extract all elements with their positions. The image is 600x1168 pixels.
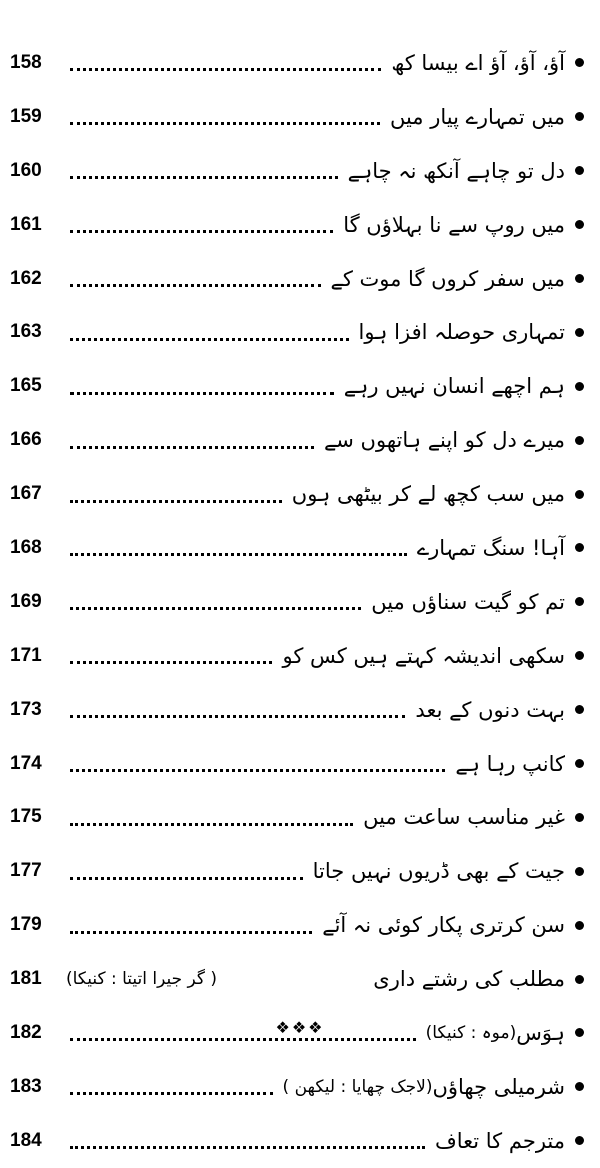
bullet-icon <box>575 58 584 67</box>
bullet-icon <box>575 490 584 499</box>
toc-entry <box>0 898 600 952</box>
page-number: 179 <box>10 914 42 936</box>
dot-leader <box>70 875 303 880</box>
page-number: 160 <box>10 159 42 181</box>
toc-entry <box>0 629 600 683</box>
entry-title: میں سب کچھ لے کر بیٹھی ہوں <box>291 482 565 507</box>
page-number: 167 <box>10 483 42 505</box>
dot-leader <box>70 282 321 287</box>
page-number: 161 <box>10 213 42 235</box>
toc-entry <box>0 683 600 737</box>
toc-entry <box>0 467 600 521</box>
entry-title: دل تو چاہے آنکھ نہ چاہے <box>347 158 565 183</box>
toc-entry <box>0 252 600 306</box>
toc-entry <box>0 144 600 198</box>
bullet-icon <box>575 382 584 391</box>
entry-title: سکھی اندیشہ کہتے ہیں کس کو <box>282 643 565 668</box>
entry-title: شرمیلی چھاؤں <box>432 1074 565 1099</box>
page-number: 165 <box>10 375 42 397</box>
page-number: 174 <box>10 752 42 774</box>
dot-leader <box>70 498 282 503</box>
entry-title: تم کو گیت سناؤں میں <box>371 589 565 614</box>
toc-entry <box>0 305 600 359</box>
bullet-icon <box>575 112 584 121</box>
dot-leader <box>70 120 380 125</box>
dot-leader <box>70 1090 273 1095</box>
dot-leader <box>70 174 338 179</box>
dot-leader <box>70 444 314 449</box>
page-number: 162 <box>10 267 42 289</box>
entry-title: سن کرتری پکار کوئی نہ آئے <box>322 913 565 938</box>
bullet-icon <box>575 921 584 930</box>
section-ornament: ❖❖❖ <box>275 1018 325 1037</box>
bullet-icon <box>575 436 584 445</box>
bullet-icon <box>575 1082 584 1091</box>
dot-leader <box>70 659 272 664</box>
toc-entry <box>0 413 600 467</box>
dot-leader <box>70 228 333 233</box>
page-number: 177 <box>10 860 42 882</box>
toc-entry <box>0 952 600 1006</box>
table-of-contents <box>0 36 600 1168</box>
page-number: 173 <box>10 698 42 720</box>
dot-leader <box>70 713 405 718</box>
page-number: 181 <box>10 968 42 990</box>
toc-entry <box>0 575 600 629</box>
page-number: 168 <box>10 536 42 558</box>
bullet-icon <box>575 220 584 229</box>
page-number: 183 <box>10 1075 42 1097</box>
bullet-icon <box>575 975 584 984</box>
dot-leader <box>70 66 381 71</box>
page-number: 166 <box>10 429 42 451</box>
toc-entry <box>0 1060 600 1114</box>
bullet-icon <box>575 597 584 606</box>
entry-title: مطلب کی رشتے داری <box>373 967 565 992</box>
page-number: 175 <box>10 806 42 828</box>
bullet-icon <box>575 867 584 876</box>
toc-entry <box>0 790 600 844</box>
bullet-icon <box>575 166 584 175</box>
bullet-icon <box>575 328 584 337</box>
dot-leader <box>70 767 445 772</box>
bullet-icon <box>575 1136 584 1145</box>
page-number: 158 <box>10 51 42 73</box>
entry-title: کانپ رہا ہے <box>455 751 565 776</box>
toc-entry <box>0 737 600 791</box>
bullet-icon <box>575 651 584 660</box>
bullet-icon <box>575 705 584 714</box>
page-number: 184 <box>10 1129 42 1151</box>
dot-leader <box>70 551 407 556</box>
bullet-icon <box>575 543 584 552</box>
entry-title: میں روپ سے نا بہلاؤں گا <box>343 212 565 237</box>
entry-original-credit: (موہ : کنیکا) <box>425 1023 517 1044</box>
entry-title: غیر مناسب ساعت میں <box>363 805 565 830</box>
toc-entry <box>0 521 600 575</box>
toc-entry <box>0 844 600 898</box>
page-number: 182 <box>10 1021 42 1043</box>
entry-title: میں تمہارے پیار میں <box>389 104 565 129</box>
entry-title: مترجم کا تعاف <box>434 1128 565 1153</box>
dot-leader <box>70 1036 416 1041</box>
dot-leader <box>70 605 361 610</box>
entry-title: آہا! سنگ تمہارے <box>416 535 565 560</box>
dot-leader <box>70 336 349 341</box>
entry-original-credit: (لاجک چھایا : لیکھن ) <box>282 1076 433 1097</box>
entry-title: تمہاری حوصلہ افزا ہوا <box>358 320 565 345</box>
entry-title: میں سفر کروں گا موت کے <box>330 266 565 291</box>
dot-leader <box>70 821 353 826</box>
toc-entry <box>0 90 600 144</box>
entry-title: آؤ، آؤ، آؤ اے بیسا کھ <box>391 50 565 75</box>
toc-entry <box>0 36 600 90</box>
entry-title: جیت کے بھی ڈریوں نہیں جاتا <box>312 859 565 884</box>
entry-title: میرے دل کو اپنے ہاتھوں سے <box>323 428 565 453</box>
bullet-icon <box>575 274 584 283</box>
bullet-icon <box>575 813 584 822</box>
entry-title: ہوَس <box>516 1020 565 1045</box>
entry-title: بہت دنوں کے بعد <box>415 697 565 722</box>
entry-title: ہم اچھے انسان نہیں رہے <box>343 374 565 399</box>
bullet-icon <box>575 759 584 768</box>
toc-entry <box>0 1114 600 1168</box>
page-number: 163 <box>10 321 42 343</box>
dot-leader <box>70 929 312 934</box>
page-number: 159 <box>10 105 42 127</box>
toc-entry <box>0 359 600 413</box>
page-number: 171 <box>10 644 42 666</box>
dot-leader <box>70 390 334 395</box>
toc-entry <box>0 198 600 252</box>
dot-leader <box>70 1144 425 1149</box>
page-number: 169 <box>10 590 42 612</box>
entry-original-credit: ( گر جیرا اتیتا : کنیکا) <box>66 969 218 990</box>
